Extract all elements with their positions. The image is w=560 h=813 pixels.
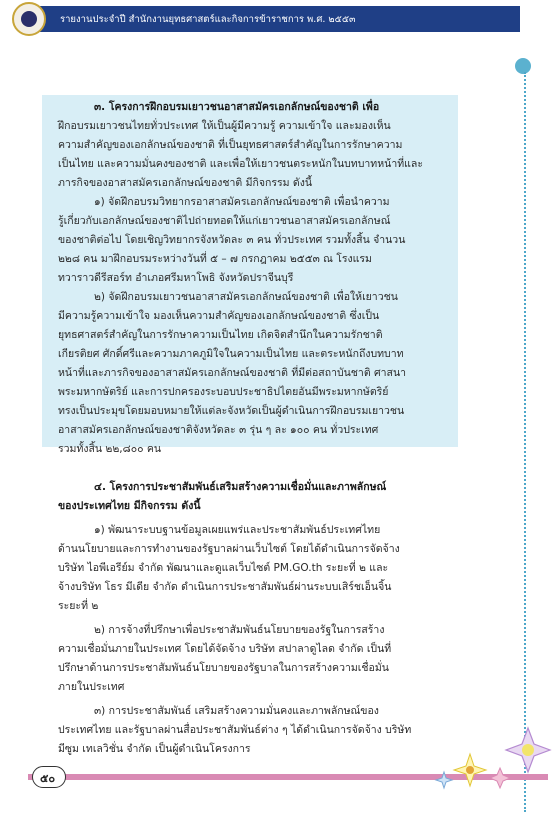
section-3-line: ภารกิจของอาสาสมัครเอกลักษณ์ของชาติ มีกิจกรรม ดังนี้ (58, 177, 313, 189)
page-number: ๕๐ (40, 772, 56, 785)
section-3-heading: ๓. โครงการฝึกอบรมเยาวชนอาสาสมัครเอกลักษณ์ของชาติ เพื่อ (94, 101, 380, 113)
flower-decoration-icon (418, 722, 558, 792)
section-4-line: ๑) พัฒนาระบบฐานข้อมูลเผยแพร่และประชาสัมพันธ์ประเทศไทย (94, 524, 381, 536)
section-3-line: อาสาสมัครเอกลักษณ์ของชาติจังหวัดละ ๓ รุ่น ๆ ละ ๑๐๐ คน ทั่วประเทศ (58, 424, 379, 436)
section-3-line: หน้าที่และภารกิจของอาสาสมัครเอกลักษณ์ของชาติ ที่มีต่อสถาบันชาติ ศาสนา (58, 367, 407, 379)
page-header (0, 0, 560, 36)
section-3-line: ของชาติต่อไป โดยเชิญวิทยากรจังหวัดละ ๓ คน ทั่วประเทศ รวมทั้งสิ้น จำนวน (58, 234, 406, 246)
section-3-line: ฝึกอบรมเยาวชนไทยทั่วประเทศ ให้เป็นผู้มีความรู้ ความเข้าใจ และมองเห็น (58, 120, 391, 132)
section-3-line: เกียรติยศ ศักดิ์ศรีและความภาคภูมิใจในความเป็นไทย และตระหนักถึงบทบาท (58, 348, 404, 360)
section-4-line: มีซูม เทเลวิชั่น จำกัด เป็นผู้ดำเนินโครงการ (58, 743, 251, 755)
decorative-dotted-line (524, 72, 526, 812)
section-3-line: รวมทั้งสิ้น ๒๒,๘๐๐ คน (58, 443, 162, 455)
header-title: รายงานประจำปี สำนักงานยุทธศาสตร์และกิจการข้าราชการ พ.ศ. ๒๕๕๓ (60, 14, 356, 25)
section-3-line: ยุทธศาสตร์สำคัญในการรักษาความเป็นไทย เกิดจิตสำนึกในความรักชาติ (58, 329, 383, 341)
section-3-line: ๒) จัดฝึกอบรมเยาวชนอาสาสมัครเอกลักษณ์ของชาติ เพื่อให้เยาวชน (94, 291, 398, 303)
section-4-line: ประเทศไทย และรัฐบาลผ่านสื่อประชาสัมพันธ์ต่าง ๆ ได้ดำเนินการจัดจ้าง บริษัท (58, 724, 412, 736)
section-4-line: จ้างบริษัท โธร มีเดีย จำกัด ดำเนินการประชาสัมพันธ์ผ่านระบบเสิร์ชเอ็นจิ้น (58, 581, 392, 593)
section-4-line: ภายในประเทศ (58, 681, 125, 693)
section-3-line: รู้เกี่ยวกับเอกลักษณ์ของชาติไปถ่ายทอดให้แก่เยาวชนอาสาสมัครเอกลักษณ์ (58, 215, 391, 227)
decorative-dot-icon (515, 58, 531, 74)
section-3-line: ๑) จัดฝึกอบรมวิทยากรอาสาสมัครเอกลักษณ์ของชาติ เพื่อนำความ (94, 196, 390, 208)
section-3-line: เป็นไทย และความมั่นคงของชาติ และเพื่อให้เยาวชนตระหนักในบทบาทหน้าที่และ (58, 158, 423, 170)
section-3-line: ทวาราวดีรีสอร์ท อำเภอศรีมหาโพธิ จังหวัดปราจีนบุรี (58, 272, 294, 284)
section-3-line: พระมหากษัตริย์ และการปกครองระบอบประชาธิปไตยอันมีพระมหากษัตริย์ (58, 386, 389, 398)
section-4-line: ๓) การประชาสัมพันธ์ เสริมสร้างความมั่นคงและภาพลักษณ์ของ (94, 705, 379, 717)
section-3-line: มีความรู้ความเข้าใจ มองเห็นความสำคัญของเอกลักษณ์ของชาติ ซึ่งเป็น (58, 310, 380, 322)
section-4-line: ๒) การจ้างที่ปรึกษาเพื่อประชาสัมพันธ์นโยบายของรัฐในการสร้าง (94, 624, 385, 636)
emblem-icon (12, 2, 46, 36)
section-3-line: ๒๒๘ คน มาฝึกอบรมระหว่างวันที่ ๕ – ๗ กรกฎาคม ๒๕๕๓ ณ โรงแรม (58, 253, 372, 265)
section-4-line: ความเชื่อมั่นภายในประเทศ โดยได้จัดจ้าง บริษัท สปาลาดูไลด จำกัด เป็นที่ (58, 643, 392, 655)
section-4-line: ปรึกษาด้านการประชาสัมพันธ์นโยบายของรัฐบาลในการสร้างความเชื่อมั่น (58, 662, 389, 674)
section-4-line: บริษัท ไอพีเอรีย์ม จำกัด พัฒนาและดูแลเว็บไซต์ PM.GO.th ระยะที่ ๒ และ (58, 562, 389, 574)
section-4-heading: ๔. โครงการประชาสัมพันธ์เสริมสร้างความเชื่อมั่นและภาพลักษณ์ (94, 481, 387, 493)
section-3-line: ทรงเป็นประมุขโดยมอบหมายให้แต่ละจังหวัดเป็นผู้ดำเนินการฝึกอบรมเยาวชน (58, 405, 405, 417)
section-4-line: ด้านนโยบายและการทำงานของรัฐบาลผ่านเว็บไซต์ โดยได้ดำเนินการจัดจ้าง (58, 543, 400, 555)
section-4-heading-cont: ของประเทศไทย มีกิจกรรม ดังนี้ (58, 500, 201, 512)
emblem-center (21, 11, 37, 27)
section-4-line: ระยะที่ ๒ (58, 600, 99, 612)
section-3-line: ความสำคัญของเอกลักษณ์ของชาติ ที่เป็นยุทธศาสตร์สำคัญในการรักษาความ (58, 139, 403, 151)
